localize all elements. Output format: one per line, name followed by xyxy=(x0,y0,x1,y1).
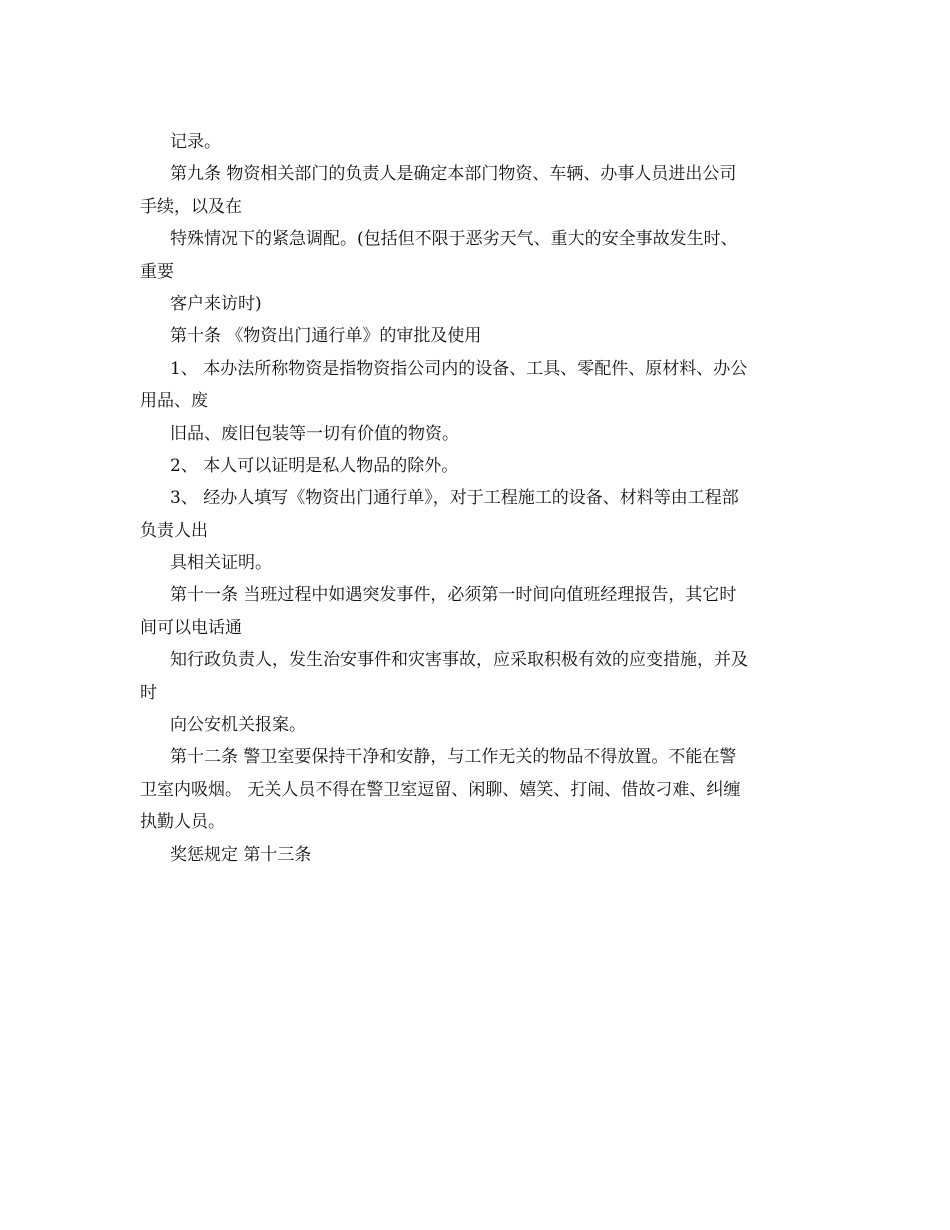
text-line-10: 旧品、废旧包装等一切有价值的物资。 xyxy=(170,423,459,444)
text-line-8: 1、 本办法所称物资是指物资指公司内的设备、工具、零配件、原材料、办公 xyxy=(170,358,748,379)
text-line-17: 知行政负责人，发生治安事件和灾害事故，应采取积极有效的应变措施，并及 xyxy=(170,650,748,671)
text-line-4: 特殊情况下的紧急调配。(包括但不限于恶劣天气、重大的安全事故发生时、 xyxy=(170,229,738,250)
text-line-22: 执勤人员。 xyxy=(140,812,225,833)
text-line-12: 3、 经办人填写《物资出门通行单》，对于工程施工的设备、材料等由工程部 xyxy=(170,488,739,509)
text-line-9: 用品、废 xyxy=(140,391,208,412)
text-line-11: 2、 本人可以证明是私人物品的除外。 xyxy=(170,455,459,476)
text-line-6: 客户来访时) xyxy=(170,293,262,314)
text-line-23: 奖惩规定 第十三条 xyxy=(170,844,312,865)
text-line-1: 记录。 xyxy=(170,132,221,152)
text-line-5: 重要 xyxy=(140,261,174,282)
text-line-3: 手续，以及在 xyxy=(140,196,242,217)
text-line-21: 卫室内吸烟。 无关人员不得在警卫室逗留、闲聊、嬉笑、打闹、借故刁难、纠缠 xyxy=(140,779,741,800)
text-line-16: 间可以电话通 xyxy=(140,617,242,638)
text-line-19: 向公安机关报案。 xyxy=(170,715,306,736)
text-line-2: 第九条 物资相关部门的负责人是确定本部门物资、车辆、办事人员进出公司 xyxy=(170,164,737,185)
text-line-20: 第十二条 警卫室要保持干净和安静，与工作无关的物品不得放置。不能在警 xyxy=(170,747,737,768)
text-line-7: 第十条 《物资出门通行单》的审批及使用 xyxy=(170,326,482,347)
text-line-18: 时 xyxy=(140,682,157,703)
document-body xyxy=(140,126,820,871)
text-line-14: 具相关证明。 xyxy=(170,553,272,574)
text-line-15: 第十一条 当班过程中如遇突发事件，必须第一时间向值班经理报告，其它时 xyxy=(170,585,737,606)
text-line-13: 负责人出 xyxy=(140,520,208,541)
